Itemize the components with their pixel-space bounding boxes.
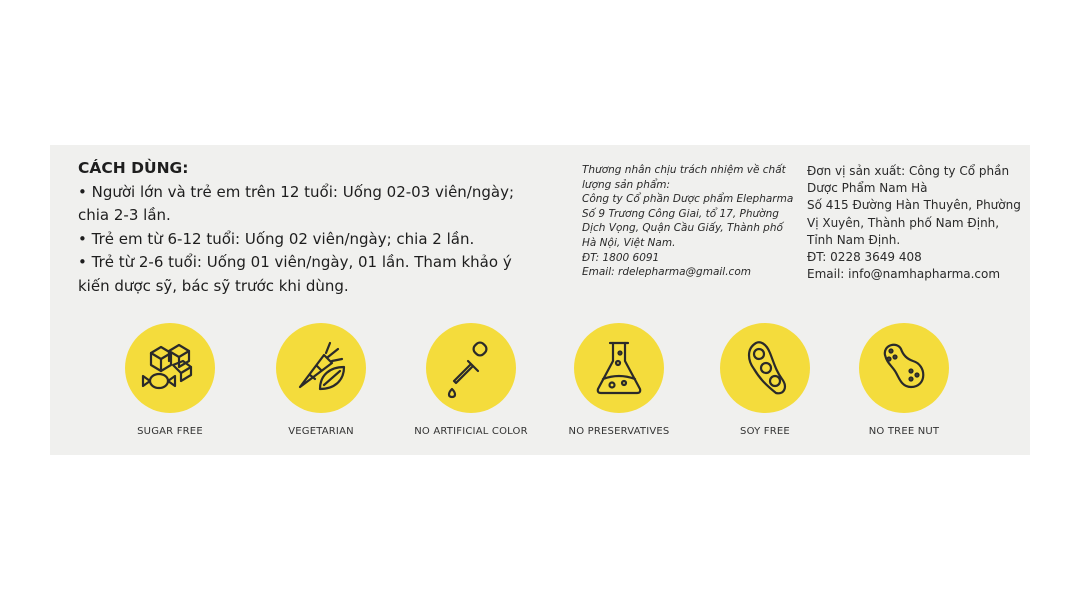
trader-email: Email: rdelepharma@gmail.com [582,266,751,279]
maker-email: Email: info@namhapharma.com [807,267,1001,282]
badge-circle [720,323,810,413]
usage-line-child: • Trẻ em từ 6-12 tuổi: Uống 02 viên/ngày; chia 2 lần. [78,229,475,248]
usage-section [78,157,538,298]
peanut-icon [871,335,937,401]
packaging-panel [50,145,1030,455]
badge-no-artificial-color [406,323,536,438]
badge-vegetarian [256,323,386,438]
badge-label: SOY FREE [740,426,790,437]
badge-circle [125,323,215,413]
trader-info [582,163,797,280]
usage-title: CÁCH DÙNG: [78,159,189,177]
trader-address: Số 9 Trương Công Giai, tổ 17, Phường Dịch Vọng, Quận Cầu Giấy, Thành phố Hà Nội, Việt Nam. [582,207,783,249]
badge-no-preservatives [554,323,684,438]
badge-sugar-free [105,323,235,438]
badge-label: NO ARTIFICIAL COLOR [414,426,528,437]
usage-line-adult: • Người lớn và trẻ em trên 12 tuổi: Uống 02-03 viên/ngày; chia 2-3 lần. [78,182,515,224]
badge-label: NO PRESERVATIVES [568,426,670,437]
badge-circle [574,323,664,413]
maker-heading: Đơn vị sản xuất: Công ty Cổ phần Dược Phẩm Nam Hà [807,164,1010,196]
carrot-leaf-icon [288,335,354,401]
flask-icon [586,335,652,401]
maker-address: Số 415 Đường Hàn Thuyên, Phường Vị Xuyên, Thành phố Nam Định, Tỉnh Nam Định. [807,198,1021,247]
dropper-icon [438,335,504,401]
trader-heading: Thương nhân chịu trách nhiệm về chất lượng sản phẩm: [582,164,786,191]
badge-circle [426,323,516,413]
soy-pod-icon [732,335,798,401]
trader-phone: ĐT: 1800 6091 [582,251,660,264]
badge-no-tree-nut [839,323,969,438]
maker-phone: ĐT: 0228 3649 408 [807,250,922,265]
feature-badges [50,323,1030,453]
badge-label: VEGETARIAN [288,426,354,437]
badge-soy-free [700,323,830,438]
badge-label: NO TREE NUT [868,426,940,437]
sugar-cubes-candy-icon [137,335,203,401]
badge-circle [276,323,366,413]
badge-circle [859,323,949,413]
usage-line-toddler: • Trẻ từ 2-6 tuổi: Uống 01 viên/ngày, 01 lần. Tham khảo ý kiến dược sỹ, bác sỹ trước khi dùng. [78,253,512,295]
trader-company: Công ty Cổ phần Dược phẩm Elepharma [582,193,794,206]
manufacturer-info [807,163,1022,283]
badge-label: SUGAR FREE [137,426,203,437]
